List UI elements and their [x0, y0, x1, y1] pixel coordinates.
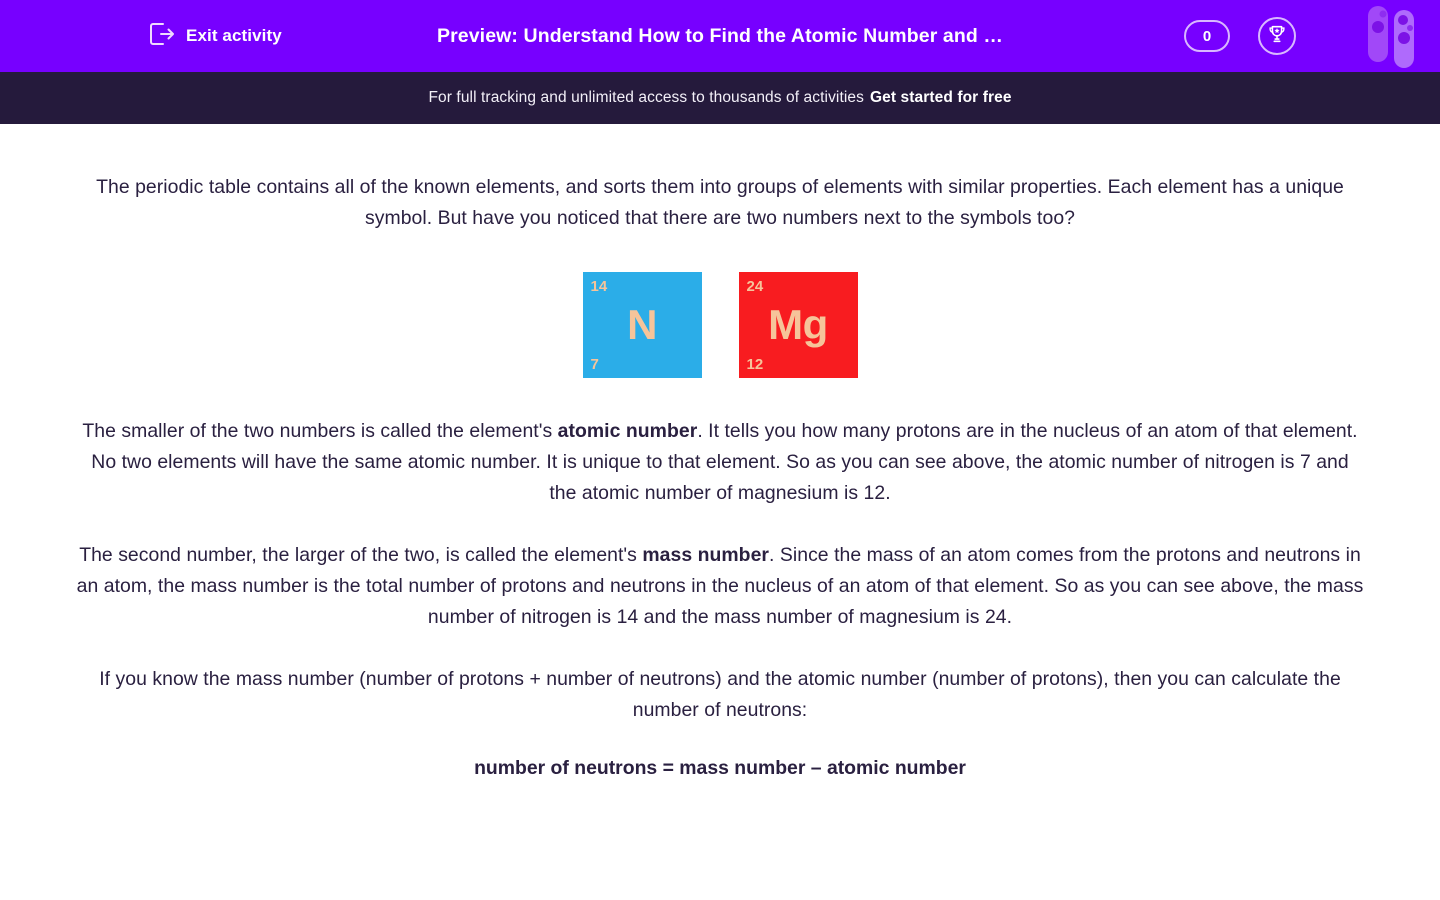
- atomic-number-text-part1: The smaller of the two numbers is called the element's: [82, 420, 558, 442]
- mass-number-text-part2: . Since the mass of an atom comes from the protons and neutrons in an atom, the mass number is the total number of protons and neutrons in the nucleus of an atom of that element. So as you can see above, the mass number of nitrogen is 14 and the mass number of magnesium is 24.: [76, 544, 1364, 628]
- trophy-icon: [1266, 23, 1288, 50]
- atomic-number-paragraph: [76, 416, 1364, 509]
- atomic-number: 7: [590, 356, 599, 373]
- atomic-number-text-part2: . It tells you how many protons are in the nucleus of an atom of that element. No two elements will have the same atomic number. It is unique to that element. So as you can see above, the atomic number of nitrogen is 7 and the atomic number of magnesium is 12.: [91, 420, 1358, 504]
- element-symbol: Mg: [768, 301, 828, 348]
- promo-banner: [0, 72, 1440, 124]
- calculation-paragraph: If you know the mass number (number of protons + number of neutrons) and the atomic number (number of protons), then you can calculate the number of neutrons:: [99, 668, 1341, 721]
- exit-activity-button[interactable]: [148, 21, 282, 52]
- mass-number: 14: [590, 278, 608, 295]
- mass-number-text-part1: The second number, the larger of the two, is called the element's: [79, 544, 643, 566]
- promo-text: For full tracking and unlimited access to thousands of activities: [428, 89, 864, 106]
- score-badge[interactable]: 0: [1184, 20, 1230, 52]
- exit-activity-label: Exit activity: [186, 26, 282, 45]
- atomic-number-term: atomic number: [557, 420, 698, 442]
- neutron-formula: number of neutrons = mass number – atomic number: [474, 757, 966, 779]
- page-title: Preview: Understand How to Find the Atomic Number and …: [437, 24, 1003, 47]
- element-tiles: [76, 272, 1364, 378]
- mass-number-paragraph: [76, 540, 1364, 633]
- atomic-number: 12: [746, 356, 764, 373]
- trophy-button[interactable]: [1258, 17, 1296, 55]
- test-tubes-icon: [1354, 0, 1426, 72]
- app-header: [0, 0, 1440, 72]
- element-symbol: N: [627, 301, 657, 348]
- element-tile-nitrogen: [583, 272, 702, 378]
- activity-content: [0, 172, 1440, 780]
- element-tile-magnesium: [739, 272, 858, 378]
- get-started-link[interactable]: Get started for free: [870, 89, 1012, 106]
- exit-arrow-icon: [148, 21, 176, 52]
- mass-number: 24: [746, 278, 764, 295]
- mass-number-term: mass number: [642, 544, 770, 566]
- intro-paragraph: The periodic table contains all of the known elements, and sorts them into groups of elements with similar properties. Each element has a unique symbol. But have you noticed that there are two numbers next to the symbols too?: [96, 176, 1344, 229]
